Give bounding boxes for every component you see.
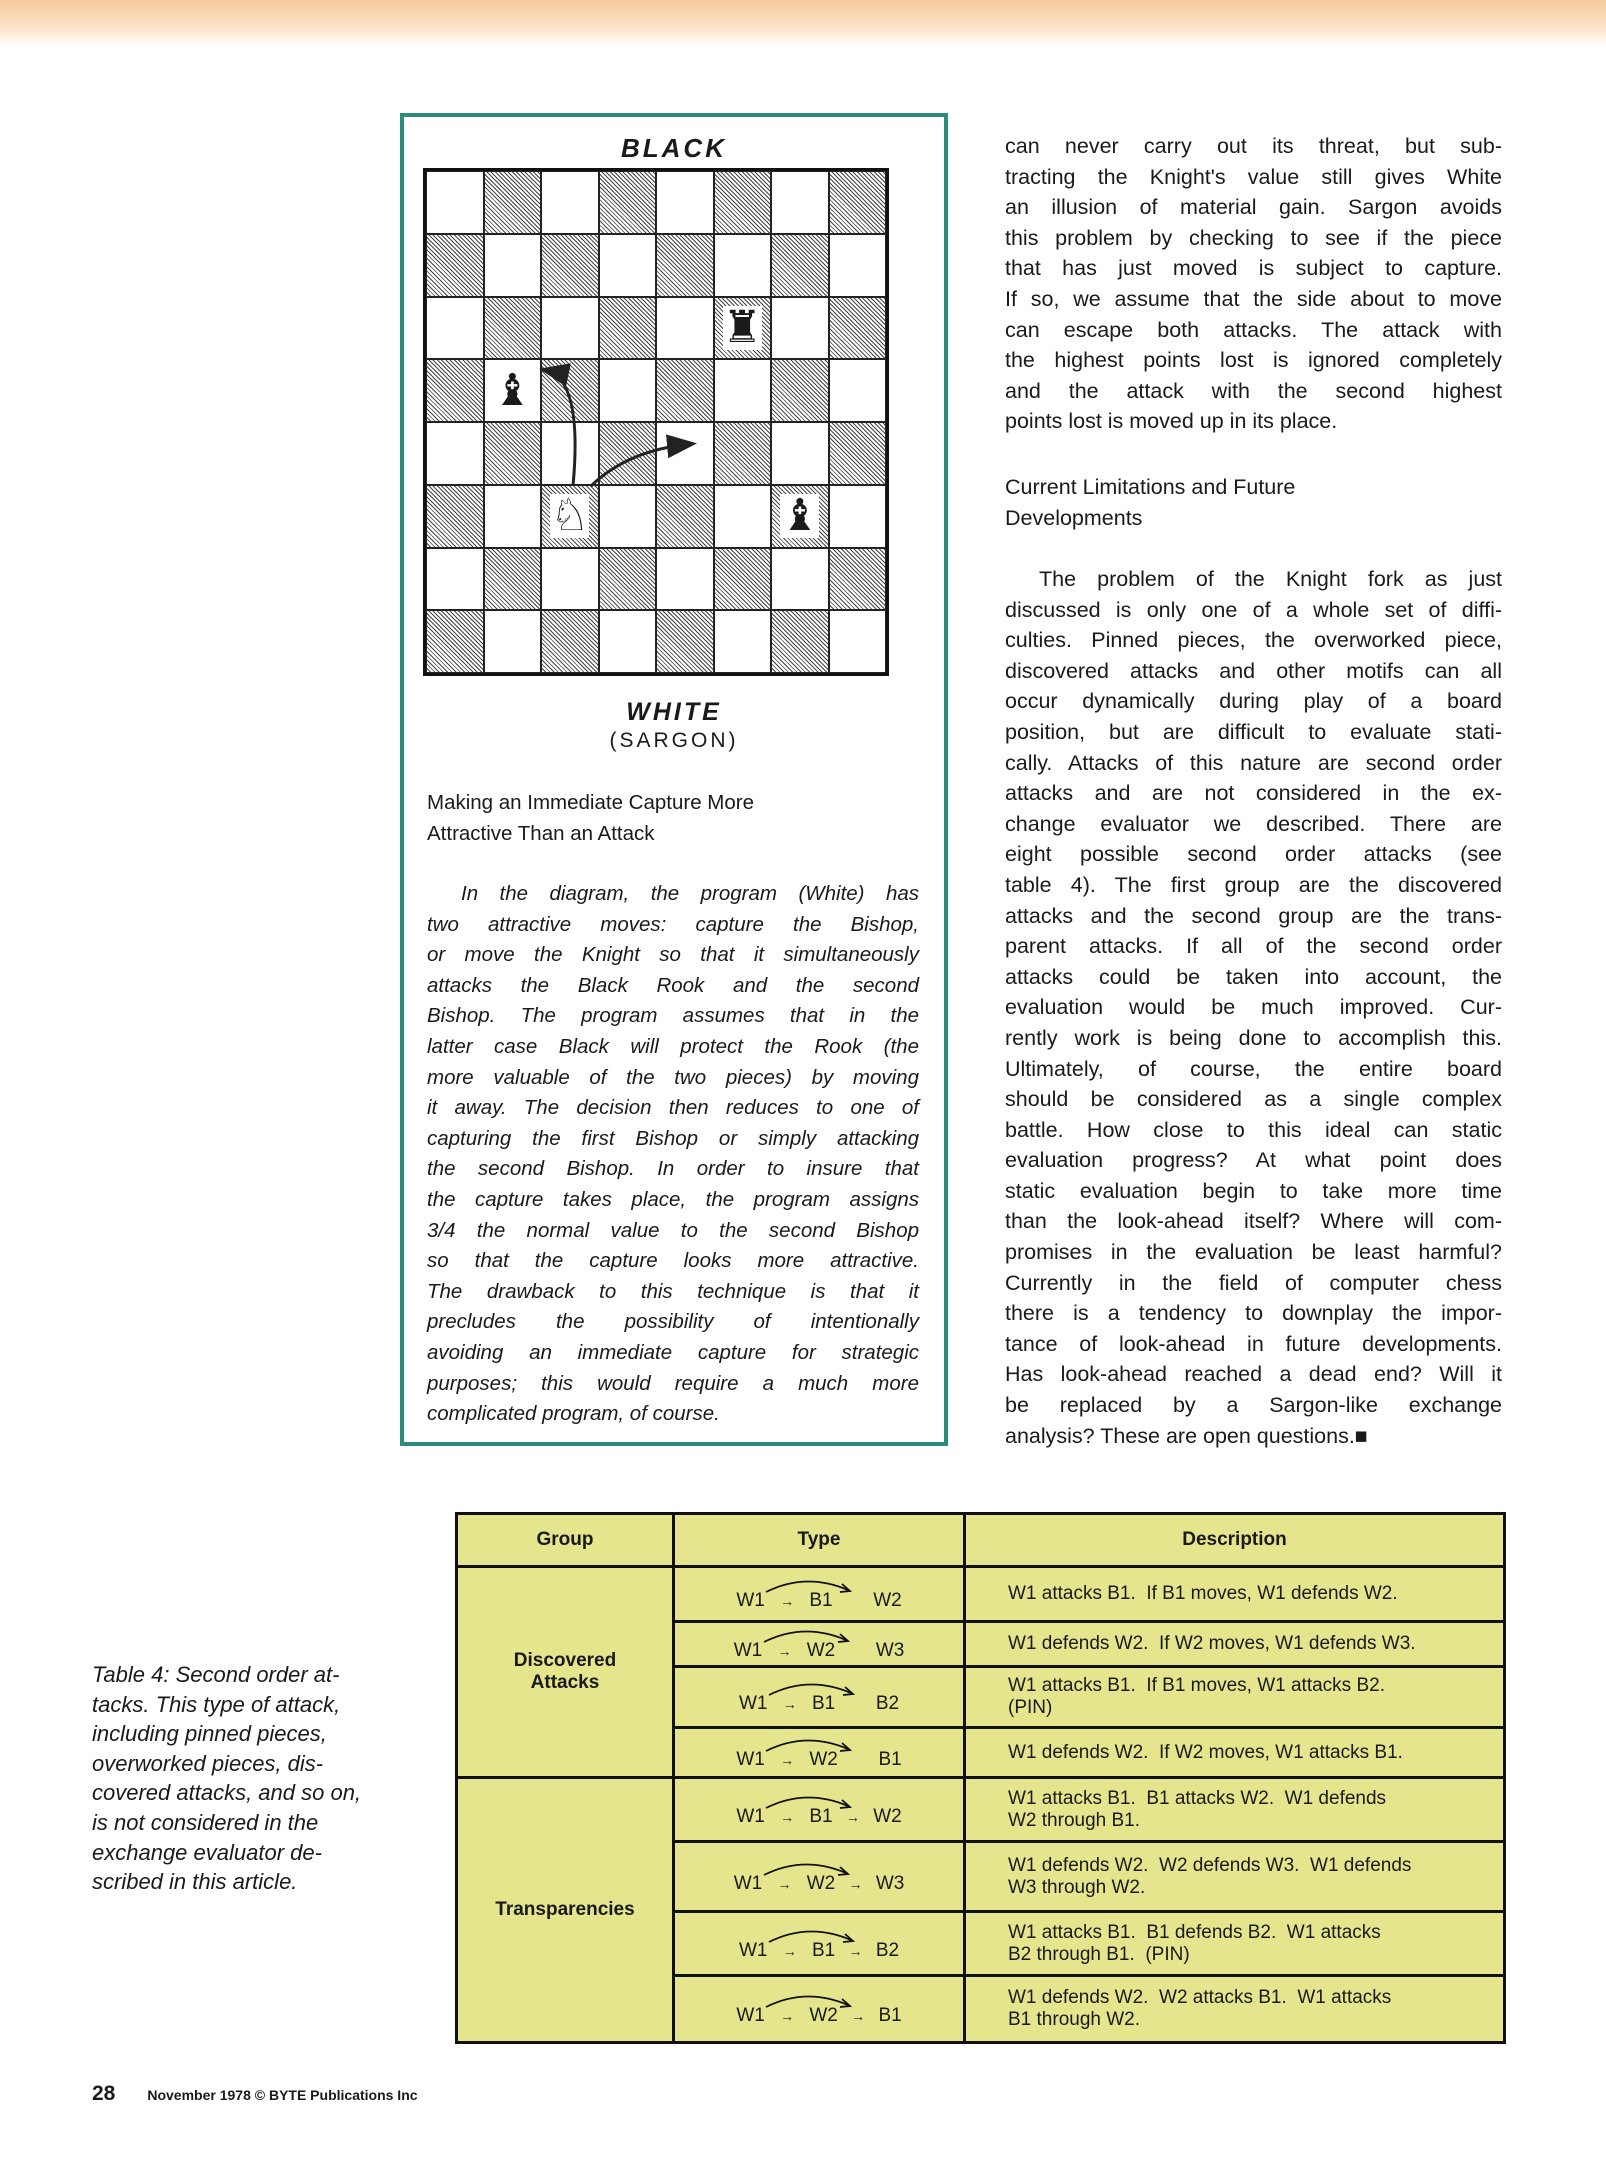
- piece-a: W1: [733, 1640, 763, 1661]
- attack-sequence: [736, 1735, 901, 1771]
- text-line: precludes the possibility of intentionally: [427, 1310, 919, 1334]
- chess-board: [423, 168, 889, 676]
- board-square: [484, 548, 542, 611]
- board-square: [484, 234, 542, 297]
- figure-heading-line: Attractive Than an Attack: [427, 822, 655, 845]
- board-square: [599, 171, 657, 234]
- text-line: or move the Knight so that it simultaneously: [427, 943, 919, 967]
- text-line: than the look-ahead itself? Where will com-: [1005, 1209, 1502, 1234]
- text-line: analysis? These are open questions.■: [1005, 1423, 1368, 1448]
- board-square: [714, 422, 772, 485]
- piece-c: W2: [873, 1805, 902, 1827]
- text-line: discovered attacks and other motifs can all: [1005, 658, 1502, 683]
- piece-b: W2: [809, 1748, 838, 1770]
- curved-arrow-icon: [762, 1989, 856, 2011]
- white-label: WHITE: [626, 698, 722, 726]
- sargon-label: (SARGON): [609, 729, 739, 752]
- board-square: [484, 610, 542, 673]
- type-cell: [674, 1778, 965, 1842]
- board-square: [714, 234, 772, 297]
- board-square: [714, 297, 772, 360]
- board-square: [599, 422, 657, 485]
- board-square: [771, 422, 829, 485]
- attack-sequence: [736, 1792, 901, 1828]
- description-line: W1 attacks B1. If B1 moves, W1 defends W2.: [1008, 1583, 1398, 1604]
- section-heading-line: Developments: [1005, 506, 1143, 530]
- arrow-icon: →: [780, 2008, 795, 2024]
- type-cell: [674, 1728, 965, 1778]
- type-cell: [674, 1567, 965, 1622]
- piece-a: W1: [736, 1590, 765, 1611]
- board-square: [484, 422, 542, 485]
- text-line: can never carry out its threat, but sub-: [1005, 134, 1502, 158]
- text-line: the highest points lost is ignored completely: [1005, 348, 1502, 373]
- board-square: [426, 610, 484, 673]
- text-line: purposes; this would require a much more: [427, 1371, 919, 1395]
- board-square: [484, 171, 542, 234]
- header-group: Group: [457, 1514, 674, 1567]
- board-square: [426, 297, 484, 360]
- curved-arrow-icon: [760, 1857, 854, 1879]
- figure-box: [400, 113, 948, 1446]
- text-line: attacks and are not considered in the ex-: [1005, 781, 1502, 806]
- board-square: [541, 548, 599, 611]
- text-line: that has just moved is subject to capture.: [1005, 256, 1502, 281]
- board-square: [541, 422, 599, 485]
- curved-arrow-icon: [762, 1574, 856, 1596]
- description-line: W1 attacks B1. If B1 moves, W1 attacks B2.: [1008, 1675, 1385, 1696]
- piece-a: W1: [733, 1872, 763, 1894]
- board-square: [656, 485, 714, 548]
- group-cell: [457, 1567, 674, 1778]
- board-square: [484, 297, 542, 360]
- piece-a: W1: [738, 1939, 768, 1961]
- text-line: more valuable of the two pieces) by moving: [427, 1065, 919, 1089]
- text-line: it away. The decision then reduces to one of: [427, 1096, 919, 1120]
- piece-b: W2: [809, 2005, 838, 2026]
- description-line: W1 attacks B1. B1 attacks W2. W1 defends: [1008, 1787, 1387, 1809]
- arrow-icon: →: [777, 1875, 792, 1892]
- board-square: [599, 548, 657, 611]
- arrow-icon: →: [848, 1875, 863, 1892]
- arrow-icon: →: [780, 1751, 795, 1768]
- curved-arrow-icon: [762, 1733, 856, 1755]
- description-line: (PIN): [1008, 1697, 1053, 1718]
- arrow-icon: →: [848, 1942, 863, 1959]
- text-line: two attractive moves: capture the Bishop,: [427, 912, 919, 936]
- piece-b: B1: [812, 1693, 836, 1714]
- board-square: [771, 359, 829, 422]
- piece-a: W1: [736, 1748, 765, 1770]
- black-rook-icon: ♜: [722, 301, 762, 353]
- arrow-icon: →: [851, 2008, 866, 2024]
- curved-arrow-icon: [760, 1624, 854, 1646]
- description-line: W1 defends W2. If W2 moves, W1 defends W3.: [1008, 1633, 1416, 1654]
- board-square: [829, 359, 887, 422]
- text-line: there is a tendency to downplay the impor-: [1005, 1301, 1502, 1326]
- text-line: tracting the Knight's value still gives White: [1005, 164, 1502, 189]
- text-line: points lost is moved up in its place.: [1005, 409, 1338, 434]
- board-square: [714, 610, 772, 673]
- board-square: [829, 234, 887, 297]
- arrow-icon: →: [845, 1808, 860, 1825]
- piece-a: W1: [736, 1805, 765, 1827]
- text-line: Ultimately, of course, the entire board: [1005, 1056, 1502, 1081]
- article-paragraph-1: [1005, 131, 1502, 437]
- text-line: culties. Pinned pieces, the overworked piece,: [1005, 628, 1502, 653]
- text-line: parent attacks. If all of the second order: [1005, 934, 1502, 959]
- board-square: [541, 359, 599, 422]
- text-line: latter case Black will protect the Rook (the: [427, 1034, 919, 1058]
- board-square: [829, 610, 887, 673]
- piece-c: W3: [875, 1872, 905, 1894]
- text-line: capturing the first Bishop or simply attacking: [427, 1126, 919, 1150]
- black-bishop-icon: ♝: [780, 490, 820, 542]
- text-line: table 4). The first group are the discovered: [1005, 872, 1502, 897]
- group-cell: [457, 1778, 674, 2043]
- header-type: Type: [674, 1514, 965, 1567]
- text-line: cally. Attacks of this nature are second order: [1005, 750, 1502, 775]
- board-square: [541, 297, 599, 360]
- attack-sequence: [736, 1576, 901, 1612]
- article-paragraph-2: [1005, 564, 1502, 1451]
- board-square: [829, 171, 887, 234]
- board-square: [426, 548, 484, 611]
- text-line: evaluation progress? At what point does: [1005, 1148, 1502, 1173]
- section-heading-line: Current Limitations and Future: [1005, 475, 1296, 499]
- board-square: [714, 548, 772, 611]
- text-line: change evaluator we described. There are: [1005, 811, 1502, 836]
- board-square: [484, 359, 542, 422]
- text-line: attacks and the second group are the trans-: [1005, 903, 1502, 928]
- board-square: [714, 359, 772, 422]
- text-line: so that the capture looks more attractive.: [427, 1249, 919, 1273]
- text-line: If so, we assume that the side about to move: [1005, 286, 1502, 311]
- attack-sequence: [739, 1679, 899, 1715]
- board-square: [541, 171, 599, 234]
- text-line: rently work is being done to accomplish this.: [1005, 1025, 1502, 1050]
- text-line: position, but are difficult to evaluate stati-: [1005, 719, 1502, 744]
- piece-c: W3: [875, 1640, 905, 1661]
- board-square: [426, 234, 484, 297]
- piece-c: B1: [878, 1748, 902, 1770]
- text-line: the second Bishop. In order to insure that: [427, 1157, 919, 1181]
- description-cell: [965, 1778, 1505, 1842]
- white-knight-icon: ♘: [550, 490, 590, 542]
- type-cell: [674, 1842, 965, 1912]
- page-footer: [92, 2082, 418, 2106]
- text-line: 3/4 the normal value to the second Bishop: [427, 1218, 919, 1242]
- description-line: W2 through B1.: [1008, 1809, 1141, 1831]
- piece-a: W1: [738, 1693, 768, 1714]
- text-line: the capture takes place, the program assigns: [427, 1187, 919, 1211]
- board-square: [426, 485, 484, 548]
- attack-sequence: [736, 1991, 901, 2027]
- text-line: In the diagram, the program (White) has: [461, 882, 919, 905]
- description-line: W1 defends W2. If W2 moves, W1 attacks B1.: [1008, 1741, 1403, 1763]
- text-line: occur dynamically during play of a board: [1005, 689, 1502, 714]
- text-line: complicated program, of course.: [427, 1402, 720, 1426]
- description-line: W1 attacks B1. B1 defends B2. W1 attacks: [1008, 1921, 1381, 1943]
- black-bishop-icon: ♝: [492, 364, 532, 416]
- piece-c: B2: [875, 1939, 900, 1961]
- attack-sequence: [739, 1926, 899, 1962]
- board-square: [656, 422, 714, 485]
- group-label: Transparencies: [495, 1899, 635, 1920]
- board-square: [541, 485, 599, 548]
- description-cell: [965, 1976, 1505, 2043]
- text-line: exchange evaluator de-: [92, 1839, 322, 1865]
- board-square: [656, 359, 714, 422]
- board-square: [484, 485, 542, 548]
- text-line: eight possible second order attacks (see: [1005, 842, 1502, 867]
- board-square: [426, 359, 484, 422]
- description-cell: [965, 1912, 1505, 1976]
- board-square: [541, 234, 599, 297]
- group-label: Attacks: [530, 1672, 600, 1693]
- text-line: attacks the Black Rook and the second: [427, 973, 919, 997]
- board-square: [829, 548, 887, 611]
- figure-heading: [427, 787, 919, 849]
- text-line: avoiding an immediate capture for strategic: [427, 1340, 919, 1364]
- figure-heading-line: Making an Immediate Capture More: [427, 791, 755, 814]
- section-heading: [1005, 472, 1502, 534]
- board-square: [656, 234, 714, 297]
- description-line: W3 through W2.: [1008, 1876, 1146, 1898]
- text-line: and the attack with the second highest: [1005, 378, 1502, 403]
- board-square: [829, 422, 887, 485]
- table-row: [457, 1778, 1505, 1842]
- text-line: tance of look-ahead in future developments.: [1005, 1331, 1502, 1356]
- board-square: [599, 234, 657, 297]
- board-square: [714, 171, 772, 234]
- text-line: The problem of the Knight fork as just: [1039, 567, 1502, 591]
- description-cell: [965, 1667, 1505, 1728]
- piece-b: W2: [806, 1872, 836, 1894]
- header-description: Description: [965, 1514, 1505, 1567]
- description-cell: [965, 1567, 1505, 1622]
- board-square: [771, 548, 829, 611]
- arrow-icon: →: [782, 1942, 797, 1959]
- board-square: [656, 548, 714, 611]
- board-square: [771, 234, 829, 297]
- attack-sequence: [734, 1626, 905, 1662]
- description-line: B2 through B1. (PIN): [1008, 1943, 1190, 1965]
- description-cell: [965, 1842, 1505, 1912]
- piece-c: B2: [875, 1693, 900, 1714]
- text-line: covered attacks, and so on,: [92, 1780, 362, 1806]
- publication-info: November 1978 © BYTE Publications Inc: [147, 2087, 418, 2103]
- text-line: promises in the evaluation be least harmful?: [1005, 1240, 1502, 1265]
- second-order-attacks-table: [455, 1512, 1506, 2044]
- text-line: including pinned pieces,: [92, 1721, 327, 1747]
- type-cell: [674, 1667, 965, 1728]
- text-line: Bishop. The program assumes that in the: [427, 1004, 919, 1028]
- text-line: The drawback to this technique is that it: [427, 1279, 919, 1303]
- description-line: W1 defends W2. W2 attacks B1. W1 attacks: [1008, 1987, 1392, 2008]
- curved-arrow-icon: [765, 1677, 859, 1699]
- curved-arrow-icon: [765, 1924, 859, 1946]
- arrow-icon: →: [777, 1643, 792, 1659]
- text-line: can escape both attacks. The attack with: [1005, 317, 1502, 342]
- attack-sequence: [734, 1859, 905, 1895]
- text-line: discussed is only one of a whole set of diffi-: [1005, 597, 1502, 622]
- piece-a: W1: [736, 2005, 765, 2026]
- text-line: tacks. This type of attack,: [92, 1691, 341, 1717]
- type-cell: [674, 1976, 965, 2043]
- board-square: [599, 359, 657, 422]
- page-number: 28: [92, 2082, 116, 2105]
- board-square: [426, 171, 484, 234]
- text-line: overworked pieces, dis-: [92, 1750, 324, 1776]
- figure-caption: [427, 879, 919, 1430]
- text-line: Has look-ahead reached a dead end? Will it: [1005, 1362, 1502, 1387]
- arrow-icon: →: [780, 1593, 795, 1609]
- board-square: [771, 485, 829, 548]
- text-line: Currently in the field of computer chess: [1005, 1270, 1502, 1295]
- type-cell: [674, 1622, 965, 1667]
- piece-b: B1: [812, 1939, 836, 1961]
- group-label: Discovered: [513, 1650, 617, 1671]
- board-square: [771, 610, 829, 673]
- piece-c: W2: [873, 1590, 902, 1611]
- table-header-row: [457, 1514, 1505, 1567]
- text-line: scribed in this article.: [92, 1869, 298, 1895]
- table-caption: [92, 1660, 388, 1897]
- board-square: [656, 610, 714, 673]
- board-square: [656, 171, 714, 234]
- board-square: [714, 485, 772, 548]
- text-line: be replaced by a Sargon-like exchange: [1005, 1393, 1502, 1418]
- text-line: battle. How close to this ideal can static: [1005, 1117, 1502, 1142]
- table-row: [457, 1567, 1505, 1622]
- board-square: [599, 297, 657, 360]
- arrow-icon: →: [782, 1696, 797, 1712]
- type-cell: [674, 1912, 965, 1976]
- text-line: is not considered in the: [92, 1809, 319, 1835]
- page-top-edge: [0, 0, 1606, 48]
- text-line: an illusion of material gain. Sargon avoids: [1005, 195, 1502, 220]
- board-square: [599, 610, 657, 673]
- curved-arrow-icon: [762, 1790, 856, 1812]
- arrow-icon: →: [780, 1808, 795, 1825]
- board-square: [541, 610, 599, 673]
- description-line: W1 defends W2. W2 defends W3. W1 defends: [1008, 1854, 1412, 1876]
- text-line: static evaluation begin to take more time: [1005, 1178, 1502, 1203]
- description-line: B1 through W2.: [1008, 2009, 1141, 2030]
- board-square: [771, 297, 829, 360]
- board-square: [771, 171, 829, 234]
- text-line: this problem by checking to see if the piece: [1005, 225, 1502, 250]
- text-line: Table 4: Second order at-: [92, 1662, 340, 1687]
- piece-b: W2: [806, 1640, 836, 1661]
- board-square: [829, 485, 887, 548]
- board-square: [599, 485, 657, 548]
- text-line: attacks could be taken into account, the: [1005, 964, 1502, 989]
- black-label: BLACK: [621, 133, 727, 163]
- text-line: evaluation would be much improved. Cur-: [1005, 995, 1502, 1020]
- board-square: [426, 422, 484, 485]
- text-line: should be considered as a single complex: [1005, 1087, 1502, 1112]
- piece-b: B1: [809, 1590, 833, 1611]
- description-cell: [965, 1622, 1505, 1667]
- description-cell: [965, 1728, 1505, 1778]
- piece-c: B1: [878, 2005, 902, 2026]
- board-square: [656, 297, 714, 360]
- board-square: [829, 297, 887, 360]
- piece-b: B1: [809, 1805, 833, 1827]
